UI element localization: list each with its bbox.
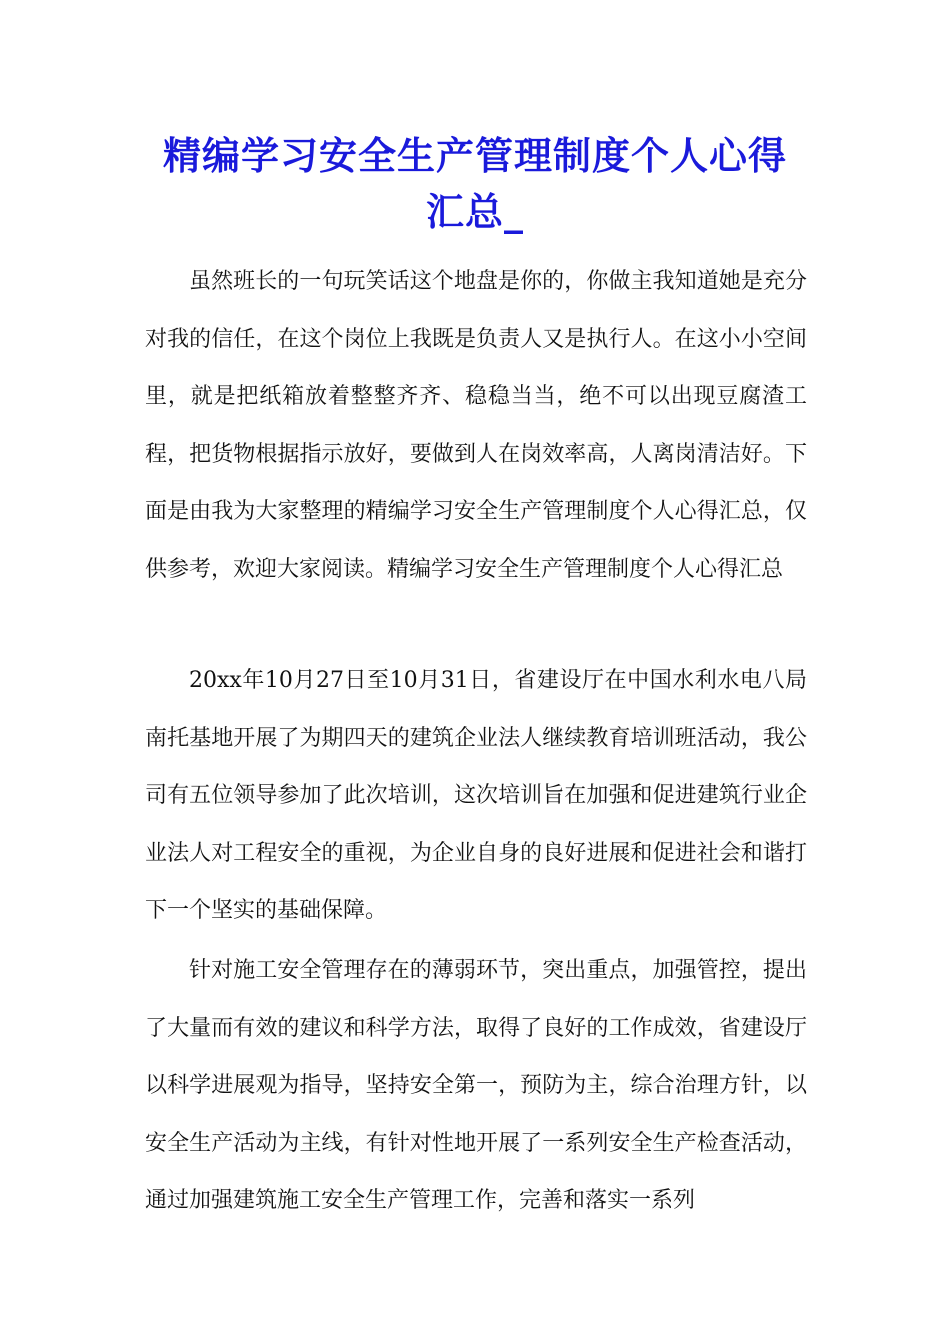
paragraph-1: 虽然班长的一句玩笑话这个地盘是你的，你做主我知道她是充分对我的信任，在这个岗位上我既是负责人又是执行人。在这小小空间里，就是把纸箱放着整整齐齐、稳稳当当，绝不可以出现豆腐渣工程，把货物根据指示放好，要做到人在岗效率高，人离岗清洁好。下面是由我为大家整理的精编学习安全生产管理制度个人心得汇总，仅供参考，欢迎大家阅读。精编学习安全生产管理制度个人心得汇总 <box>145 269 807 582</box>
paragraph-3: 针对施工安全管理存在的薄弱环节，突出重点，加强管控，提出了大量而有效的建议和科学方法，取得了良好的工作成效，省建设厅以科学进展观为指导，坚持安全第一，预防为主，综合治理方针，以安全生产活动为主线，有针对性地开展了一系列安全生产检查活动，通过加强建筑施工安全生产管理工作，完善和落实一系列 <box>145 958 807 1213</box>
document-title: 精编学习安全生产管理制度个人心得汇总_ <box>162 133 787 234</box>
paragraph-2: 20xx年10月27日至10月31日，省建设厅在中国水利水电八局南托基地开展了为期四天的建筑企业法人继续教育培训班活动，我公司有五位领导参加了此次培训，这次培训旨在加强和促进建筑行业企业法人对工程安全的重视，为企业自身的良好进展和促进社会和谐打下一个坚实的基础保障。 <box>145 668 807 923</box>
